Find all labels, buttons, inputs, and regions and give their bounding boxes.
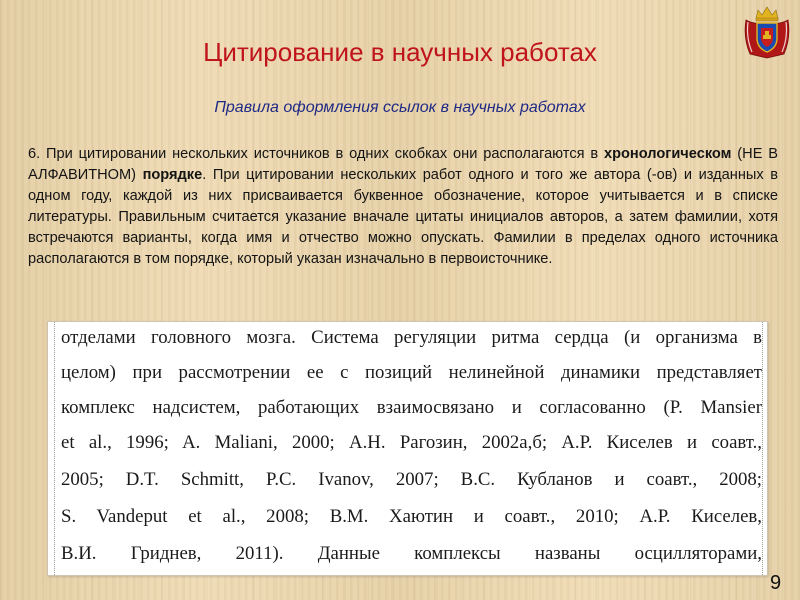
rule-6-text: 6. При цитировании нескольких источников в одних скобках они располагаются в хронологическом (НЕ В АЛФАВИТНОМ) порядке. При цитировании нескольких работ одного и того же автора (-ов) и изданных в одном году, каждой из них присваивается буквенное обозначение, которое учитывается и в списке литературы. Правильным считается указание вначале цитаты инициалов авторов, а затем фамилии, хотя встречаются варианты, когда имя и отчество можно опускать. Фамилии в пределах одного источника располагаются в том порядке, который указан изначально в первоисточнике. xyxy=(28,146,778,267)
excerpt-line: отделами головного мозга. Система регуляции ритма сердца (и организма в xyxy=(61,327,762,348)
excerpt-line: 2005; D.T. Schmitt, P.C. Ivanov, 2007; В.С. Кубланов и соавт., 2008; xyxy=(61,469,762,490)
excerpt-line: S. Vandeput et al., 2008; В.М. Хаютин и соавт., 2010; А.Р. Киселев, xyxy=(61,506,762,527)
citation-example-excerpt xyxy=(47,321,768,576)
slide-title: Цитирование в научных работах xyxy=(203,37,597,67)
page-number: 9 xyxy=(770,572,782,594)
excerpt-line: et al., 1996; A. Maliani, 2000; А.Н. Рагозин, 2002а,б; А.Р. Киселев и соавт., xyxy=(61,432,762,453)
excerpt-line: комплекс надсистем, работающих взаимосвязано и согласованно (P. Mansier xyxy=(61,397,762,418)
excerpt-line: целом) при рассмотрении ее с позиций нелинейной динамики представляет xyxy=(61,362,762,383)
page-margin-left xyxy=(54,322,55,575)
bold-term-chronological: хронологическом xyxy=(603,146,732,162)
slide-subtitle: Правила оформления ссылок в научных работах xyxy=(214,99,586,116)
rule-number: 6. xyxy=(28,146,41,162)
page-margin-right xyxy=(762,322,763,575)
excerpt-line: В.И. Гриднев, 2011). Данные комплексы названы осцилляторами, xyxy=(61,543,762,564)
coat-of-arms-icon xyxy=(742,4,792,60)
bold-term-order: порядке xyxy=(142,167,203,183)
